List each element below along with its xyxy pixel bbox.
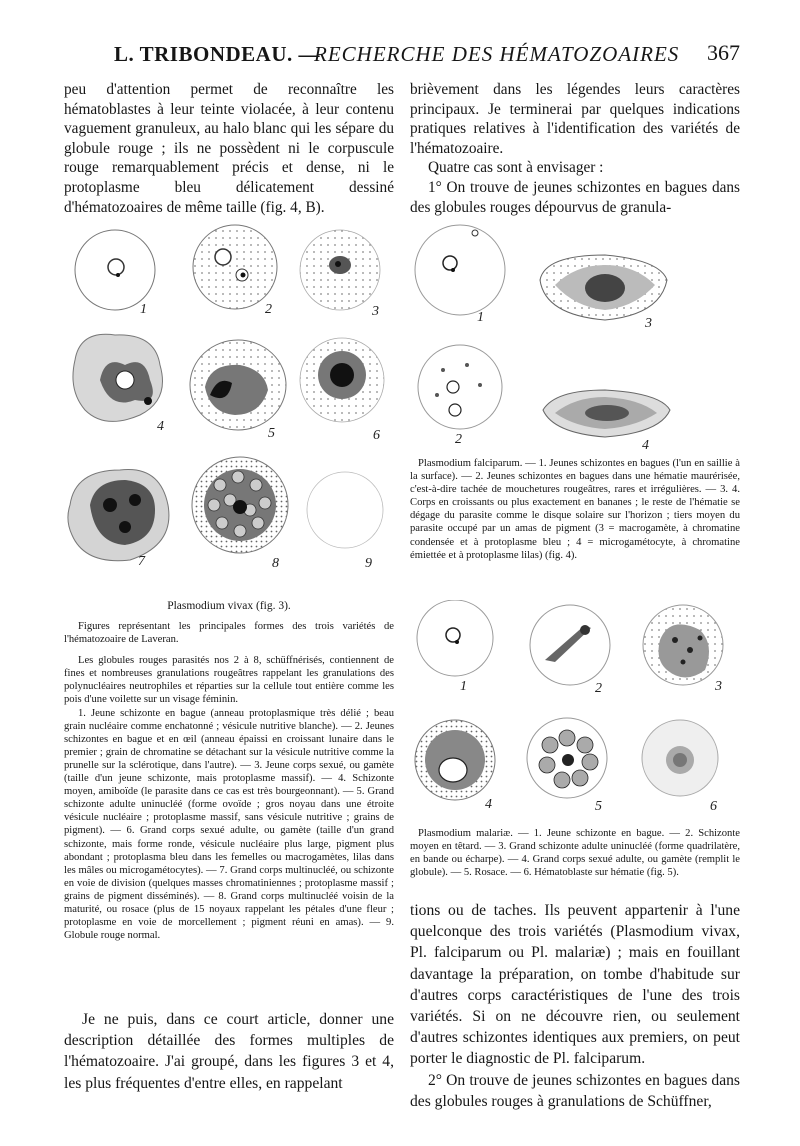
- cell-6: [300, 338, 384, 422]
- figure-3-caption: [64, 620, 394, 942]
- paragraph: Je ne puis, dans ce court article, donner une description détaillée des formes multiples de l'hématozoaire. J'ai groupé, dans les figures 3 et 4, les plus fréquentes d'entre elles, en rappelant: [64, 1011, 394, 1092]
- caption-legend-1: Les globules rouges parasités nos 2 à 8, schüffnérisés, contiennent de fines et nombreuses granulations rougeâtres rappelant les granulations des polynucléaires neutrophiles et réparties sur la cellule tout entière comme les pois d'une voilette sur un visage féminin.: [64, 655, 394, 706]
- fig3-label-6: 6: [373, 428, 380, 443]
- fig5-label-3: 3: [715, 679, 722, 694]
- fig3-label-3: 3: [372, 304, 379, 319]
- cell-5: [190, 340, 286, 430]
- fig4-label-1: 1: [477, 310, 484, 325]
- figure-5-caption: [410, 827, 740, 879]
- cell-2: [418, 345, 502, 429]
- paragraph: brièvement dans les légendes leurs caractères principaux. Je terminerai par quelques indications pratiques relatives à l'identification des variétés de l'hématozoaire.: [410, 81, 740, 157]
- fig3-label-5: 5: [268, 426, 275, 441]
- paragraph: 1° On trouve de jeunes schizontes en bagues dans des globules rouges dépourvus de granula-: [410, 178, 740, 216]
- caption-legend-2: 1. Jeune schizonte en bague (anneau protoplasmique très délié ; beau grain nucléaire comme enchatonné ; vésicule nutritive blanche). — 2. Jeunes schizontes en bague et en œil (anneau épaissi en croissant lunaire dans le premier ; grain de chromatine se détachant sur la vésicule nutritive comme la prunelle sur la sclérotique, dans l'autre). — 3. Jeune corps sexué, ou gamète (taille d'un jeune schizonte, mais protoplasme massif). — 4. Schizonte moyen, amiboïde (le parasite dans ce cas est très bourgeonnant). — 5. Grand schizonte adulte uninucléé (forme ovoïde ; gros noyau dans une étroite vésicule nucléaire ; protoplasme massif, sans vésicule nutritive ; grains de pigment). — 6. Grand corps sexué adulte, ou gamète (taille d'un grand schizonte, mais forme ronde, vésicule nucléaire plus large, pigment plus abondant ; protoplasma bleu dans les femelles ou macrogamètes, lilas dans les mâles ou microgamétocytes). — 7. Grand corps multinucléé, ou schizonte en voie de division (quelques masses chromatiniennes ; protoplasme massif ; grains de pigment disséminés). — 8. Grand corps multinucléé voisin de la maturité, ou rosace (plus de 15 noyaux rappelant les pétales d'une fleur ; protoplasme en voie de morcellement ; pigment réuni en amas). — 9. Globule rouge normal.: [64, 707, 394, 942]
- right-column-top: [410, 80, 740, 217]
- cell-6: [642, 720, 718, 796]
- paragraph: Quatre cas sont à envisager :: [428, 159, 604, 177]
- figure-5-plasmodium-malariae: [405, 600, 745, 825]
- running-head: [64, 34, 740, 68]
- figure-4-plasmodium-falciparum: [405, 215, 745, 455]
- fig3-label-8: 8: [272, 556, 279, 571]
- fig3-label-4: 4: [157, 419, 164, 434]
- cell-4: [73, 334, 163, 421]
- cell-8: [192, 457, 288, 553]
- cell-5: [527, 718, 607, 798]
- cell-1: [75, 230, 155, 310]
- cell-2: [530, 605, 610, 685]
- fig5-label-6: 6: [710, 799, 717, 814]
- fig5-label-1: 1: [460, 679, 467, 694]
- paragraph: 2° On trouve de jeunes schizontes en bagues dans des globules rouges à granulations de Schüffner,: [410, 1071, 740, 1110]
- fig5-label-4: 4: [485, 797, 492, 812]
- fig5-label-5: 5: [595, 799, 602, 814]
- cell-3: [300, 230, 380, 310]
- cell-1: [417, 600, 493, 676]
- fig3-label-9: 9: [365, 556, 372, 571]
- right-column-bottom: [410, 900, 740, 1112]
- cell-7: [68, 469, 169, 560]
- figure-3-title: Plasmodium vivax (fig. 3).: [167, 600, 291, 612]
- cell-4: [415, 720, 495, 800]
- paragraph: tions ou de taches. Ils peuvent appartenir à l'une quelconque des trois variétés (Plasmodium vivax, Pl. falciparum ou Pl. malariæ) ; mais en fouillant davantage la préparation, on tombe d'habitude sur d'autres corps caractéristiques de l'une des trois variétés. Si on ne découvre rien, ou seulement d'autres schizontes identiques aux premiers, on peut porter le diagnostic de Pl. falciparum.: [410, 902, 740, 1068]
- cell-2: [193, 225, 277, 309]
- fig4-label-2: 2: [455, 432, 462, 447]
- fig3-label-1: 1: [140, 302, 147, 317]
- header-title: RECHERCHE DES HÉMATOZOAIRES: [314, 42, 680, 66]
- cell-3: [540, 255, 667, 320]
- page-number: 367: [707, 40, 740, 65]
- cell-3: [643, 605, 723, 685]
- paragraph: peu d'attention permet de reconnaître les hématoblastes à leur teinte violacée, à leur contenu vaguement granuleux, au halo blanc qui les sépare du globule rouge ; ils ne possèdent ni le corpuscule rouge remarquablement précis et dense, ni le protoplasme bleu délicatement dessiné d'hématozoaires de même taille (fig. 4, B).: [64, 81, 394, 216]
- caption-intro: Figures représentant les principales formes des trois variétés de l'hématozoaire de Laveran.: [64, 621, 394, 646]
- fig4-legend: Plasmodium falciparum. — 1. Jeunes schizontes en bagues (l'un en saillie à la surface). — 2. Jeunes schizontes en bagues dans une hématie maurérisée, c'est-à-dire tachée de mouchetures rougeâtres, rares et irrégulières. — 3. 4. Corps en croissants ou plus exactement en bananes ; le reste de l'hématie se dégage du parasite comme le disque solaire sur l'horizon ; tiers moyen du parasite occupé par un amas de pigment (3 = macrogamète, à chromatine condensée et à protoplasme bleu ; 4 = microgamétocyte, à chromatine émiettée et à protoplasme lilas) (fig. 4).: [410, 458, 740, 561]
- figure-4-caption: [410, 457, 740, 562]
- header-author: L. TRIBONDEAU. —: [114, 42, 320, 66]
- figure-3-plasmodium-vivax: [60, 215, 400, 595]
- cell-4: [543, 390, 670, 437]
- cell-1: [415, 225, 505, 315]
- left-column-bottom: [64, 1009, 394, 1094]
- fig3-label-2: 2: [265, 302, 272, 317]
- fig4-label-4: 4: [642, 438, 649, 453]
- fig3-label-7: 7: [138, 554, 145, 569]
- cell-9: [307, 472, 383, 548]
- left-column-top: [64, 80, 394, 217]
- fig5-label-2: 2: [595, 681, 602, 696]
- fig4-label-3: 3: [645, 316, 652, 331]
- fig5-legend: Plasmodium malariæ. — 1. Jeune schizonte en bague. — 2. Schizonte moyen en têtard. — 3. Grand schizonte adulte uninucléé (forme quadrilatère, en bande ou écharpe). — 4. Grand corps sexué adulte, ou gamète (remplit le globule). — 5. Rosace. — 6. Hématoblaste sur hématie (fig. 5).: [410, 828, 740, 879]
